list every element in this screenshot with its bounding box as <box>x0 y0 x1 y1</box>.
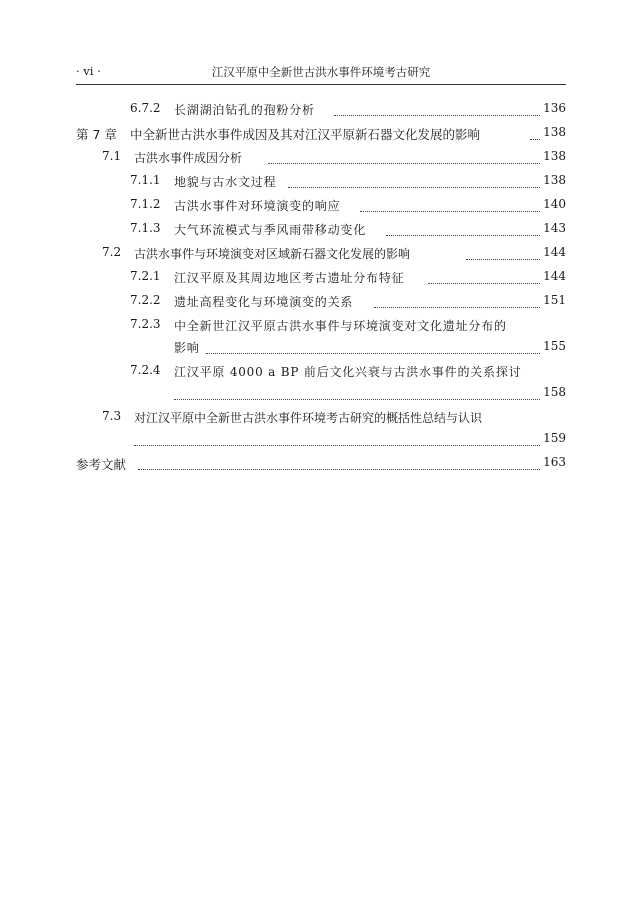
toc-entry-page: 158 <box>543 385 566 399</box>
toc-entry-title: 对江汉平原中全新世古洪水事件环境考古研究的概括性总结与认识 <box>134 411 483 425</box>
toc-entry-title: 江汉平原 4000 a BP 前后文化兴衰与古洪水事件的关系探讨 <box>174 365 522 379</box>
dot-leader <box>530 125 540 140</box>
toc-entry-number: 6.7.2 <box>130 101 161 115</box>
toc-entry-page: 140 <box>543 197 566 211</box>
toc-references-entry[interactable] <box>76 453 566 477</box>
toc-entry-number: 7.2.2 <box>130 293 161 307</box>
toc-entry-number: 7.2.1 <box>130 269 161 283</box>
dot-leader <box>288 173 540 188</box>
toc-entry-title: 中全新世古洪水事件成因及其对江汉平原新石器文化发展的影响 <box>130 127 481 142</box>
toc-entry[interactable] <box>76 243 566 267</box>
dot-leader <box>374 293 540 308</box>
dot-leader <box>138 455 540 470</box>
header-rule <box>76 84 566 85</box>
toc-entry-page: 151 <box>543 293 566 307</box>
toc-entry[interactable] <box>76 361 566 407</box>
dot-leader <box>386 221 540 236</box>
toc-entry-title: 古洪水事件成因分析 <box>134 151 243 165</box>
toc-entry-number: 7.1 <box>102 149 122 163</box>
toc-entry-title: 参考文献 <box>76 457 127 472</box>
toc-entry[interactable] <box>76 267 566 291</box>
page-number: · vi · <box>76 64 101 78</box>
toc-entry-title: 古洪水事件与环境演变对区域新石器文化发展的影响 <box>134 247 411 261</box>
dot-leader <box>428 269 540 284</box>
page-header <box>76 64 566 82</box>
dot-leader <box>268 149 540 164</box>
toc-entry-number: 7.1.2 <box>130 197 161 211</box>
toc-entry[interactable] <box>76 315 566 361</box>
toc-entry-title: 长湖湖泊钻孔的孢粉分析 <box>174 103 315 117</box>
toc-entry-number: 7.3 <box>102 409 122 423</box>
toc-entry[interactable] <box>76 99 566 123</box>
toc-entry-number: 7.2.3 <box>130 317 161 331</box>
toc-entry[interactable] <box>76 219 566 243</box>
toc-entry[interactable] <box>76 195 566 219</box>
toc-entry-title: 地貌与古水文过程 <box>174 175 277 189</box>
toc-entry-page: 138 <box>543 173 566 187</box>
toc-entry-title: 遗址高程变化与环境演变的关系 <box>174 295 354 309</box>
toc-entry-number: 7.2 <box>102 245 122 259</box>
toc-entry-title: 大气环流模式与季风雨带移动变化 <box>174 223 367 237</box>
toc-entry-title: 江汉平原及其周边地区考古遗址分布特征 <box>174 271 405 285</box>
dot-leader <box>360 197 540 212</box>
toc-entry[interactable] <box>76 407 566 453</box>
toc-entry-number: 7.1.1 <box>130 173 161 187</box>
dot-leader <box>134 431 540 446</box>
toc-entry[interactable] <box>76 147 566 171</box>
toc-entry-page: 163 <box>543 455 566 469</box>
toc-entry-page: 155 <box>543 339 566 353</box>
toc-entry-number: 第 7 章 <box>76 127 117 142</box>
toc-entry-title: 中全新世江汉平原古洪水事件与环境演变对文化遗址分布的 <box>174 319 507 333</box>
dot-leader <box>206 339 540 354</box>
toc-entry-page: 138 <box>543 149 566 163</box>
running-title: 江汉平原中全新世古洪水事件环境考古研究 <box>211 65 431 79</box>
toc-entry-page: 143 <box>543 221 566 235</box>
dot-leader <box>466 245 540 260</box>
table-of-contents <box>76 99 566 477</box>
toc-entry-title: 古洪水事件对环境演变的响应 <box>174 199 341 213</box>
toc-entry-page: 144 <box>543 269 566 283</box>
dot-leader <box>174 385 540 400</box>
toc-entry-number: 7.2.4 <box>130 363 161 377</box>
toc-entry-page: 138 <box>543 125 566 139</box>
toc-entry[interactable] <box>76 291 566 315</box>
toc-chapter-entry[interactable] <box>76 123 566 147</box>
toc-entry-page: 136 <box>543 101 566 115</box>
toc-entry-page: 159 <box>543 431 566 445</box>
toc-entry-page: 144 <box>543 245 566 259</box>
toc-entry-title-continued: 影响 <box>174 341 200 355</box>
toc-entry[interactable] <box>76 171 566 195</box>
dot-leader <box>334 101 540 116</box>
toc-entry-number: 7.1.3 <box>130 221 161 235</box>
